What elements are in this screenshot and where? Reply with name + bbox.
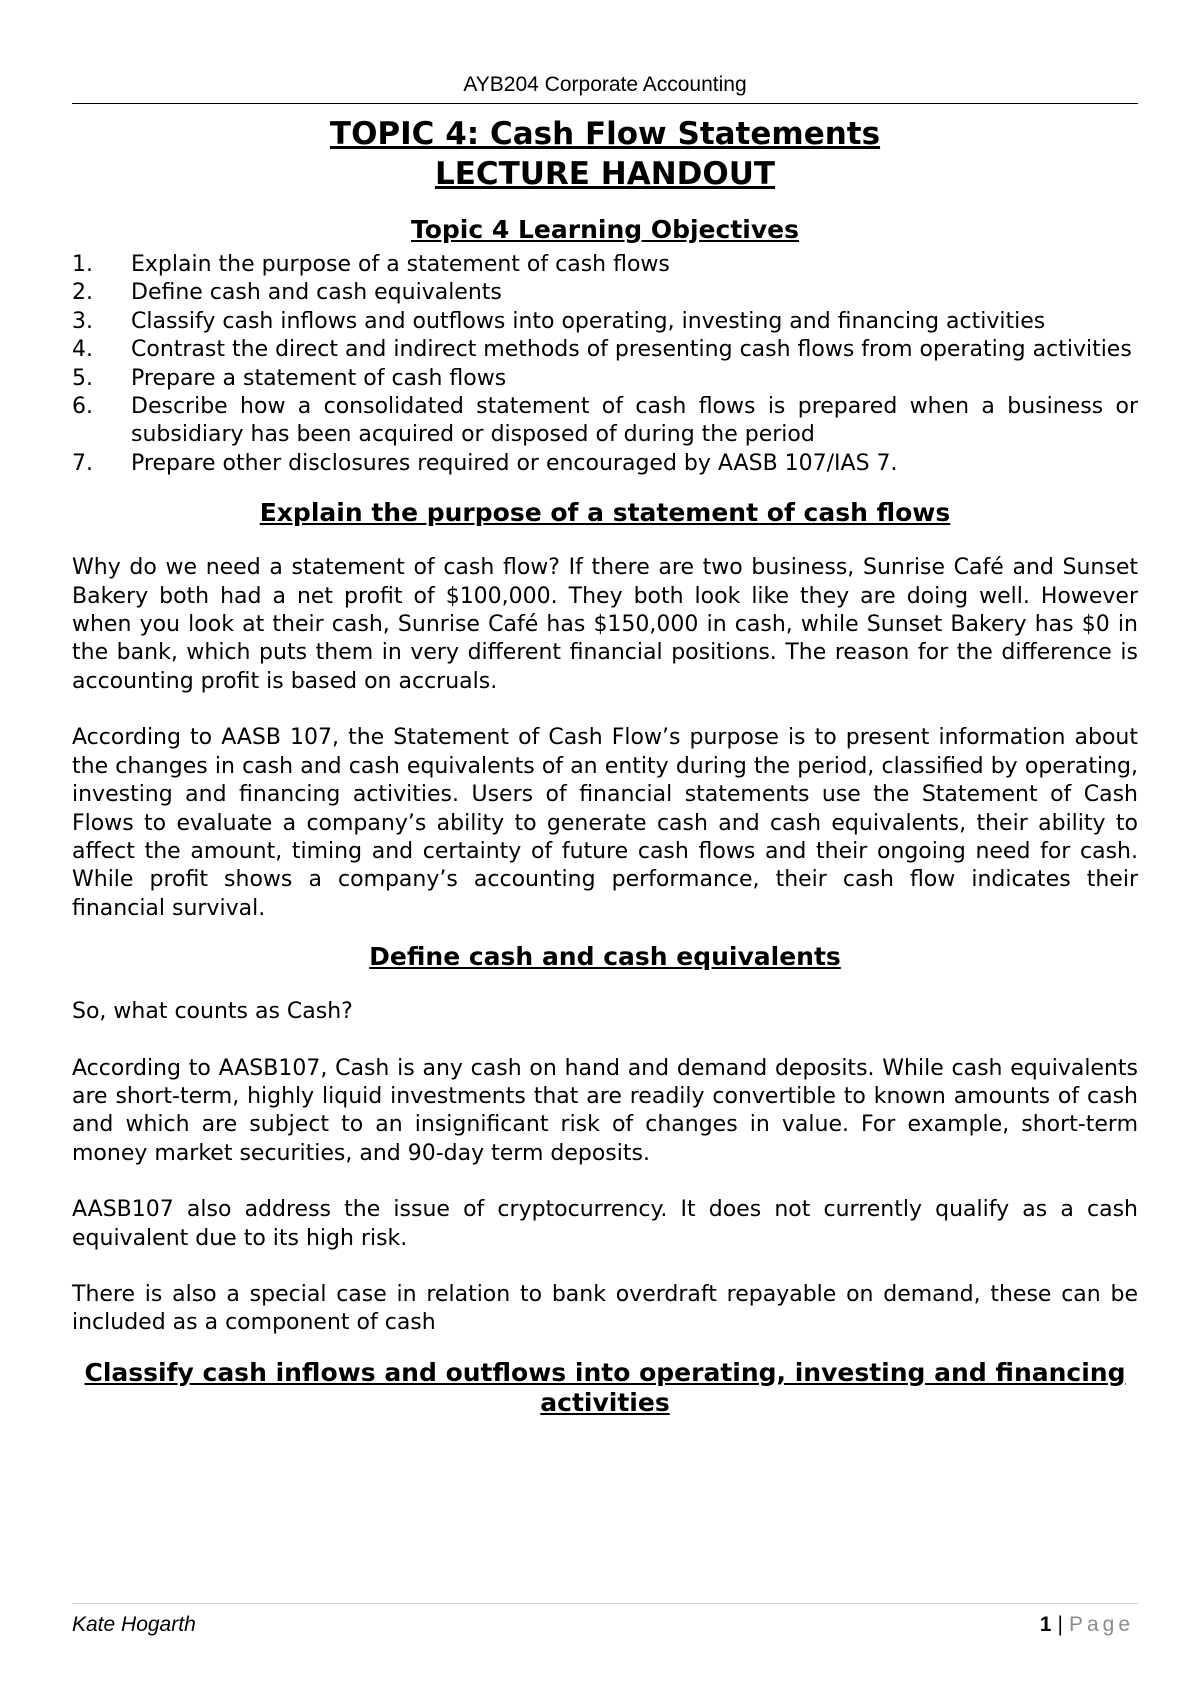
list-item-number: 5.	[72, 365, 93, 391]
objectives-heading: Topic 4 Learning Objectives	[411, 215, 799, 244]
purpose-heading: Explain the purpose of a statement of cash flows	[259, 498, 951, 528]
list-item-text: Classify cash inflows and outflows into operating, investing and financing activities	[131, 308, 1046, 334]
list-item-text: Prepare other disclosures required or encouraged by AASB 107/IAS 7.	[131, 450, 898, 476]
list-item-number: 3.	[72, 308, 93, 334]
list-item	[72, 393, 1138, 450]
list-item-text: Contrast the direct and indirect methods of presenting cash flows from operating activities	[131, 337, 1132, 363]
footer-page-indicator	[1040, 1612, 1134, 1638]
list-item-number: 2.	[72, 280, 93, 306]
list-item	[72, 279, 1138, 307]
list-item-number: 6.	[72, 394, 93, 420]
define-paragraph-3: AASB107 also address the issue of cryptocurrency. It does not currently qualify as a cash equivalent due to its high risk.	[72, 1197, 1138, 1251]
list-item-text: Explain the purpose of a statement of cash flows	[131, 252, 670, 277]
footer-divider	[72, 1603, 1138, 1604]
list-item-text: Prepare a statement of cash flows	[131, 365, 507, 391]
list-item-text: Describe how a consolidated statement of cash flows is prepared when a business or subsidiary has been acquired or disposed of during the period	[131, 394, 1138, 448]
page-label: Page	[1068, 1613, 1134, 1636]
define-paragraph-2: According to AASB107, Cash is any cash on hand and demand deposits. While cash equivalents are short-term, highly liquid investments that are readily convertible to known amounts of cash and which are subject to an insignificant risk of changes in value. For example, short-term money market securities, and 90-day term deposits.	[72, 1055, 1138, 1166]
purpose-paragraph-1: Why do we need a statement of cash flow? If there are two business, Sunrise Café and Sunset Bakery both had a net profit of $100,000. They both look like they are doing well. However when you look at their cash, Sunrise Café has $150,000 in cash, while Sunset Bakery has $0 in the bank, which puts them in very different financial positions. The reason for the difference is accounting profit is based on accruals.	[72, 555, 1138, 694]
list-item	[72, 450, 1138, 478]
define-paragraph-4: There is also a special case in relation to bank overdraft repayable on demand, these can be included as a component of cash	[72, 1281, 1138, 1336]
classify-heading: Classify cash inflows and outflows into operating, investing and financing activities	[84, 1357, 1126, 1417]
list-item	[72, 336, 1138, 364]
list-item	[72, 308, 1138, 336]
list-item-number: 1.	[72, 252, 93, 277]
list-item-number: 4.	[72, 337, 93, 363]
header-divider	[72, 103, 1138, 104]
page-content	[72, 114, 1138, 1418]
list-item-number: 7.	[72, 450, 93, 476]
define-paragraph-1: So, what counts as Cash?	[72, 999, 353, 1025]
purpose-paragraph-2: According to AASB 107, the Statement of Cash Flow’s purpose is to present information about the changes in cash and cash equivalents of an entity during the period, classified by operating, investing and financing activities. Users of financial statements use the Statement of Cash Flows to evaluate a company’s ability to generate cash and cash equivalents, their ability to affect the amount, timing and certainty of future cash flows and their ongoing need for cash. While profit shows a company’s accounting performance, their cash flow indicates their financial survival.	[72, 725, 1138, 921]
objectives-list	[72, 251, 1138, 478]
document-page	[72, 0, 1138, 1696]
footer-author: Kate Hogarth	[72, 1613, 196, 1636]
running-header: AYB204 Corporate Accounting	[463, 73, 747, 96]
handout-title: LECTURE HANDOUT	[434, 156, 776, 192]
list-item	[72, 251, 1138, 279]
page-number: 1	[1039, 1613, 1052, 1636]
list-item	[72, 365, 1138, 393]
page-separator: |	[1057, 1613, 1063, 1636]
define-heading: Define cash and cash equivalents	[369, 942, 841, 972]
topic-title: TOPIC 4: Cash Flow Statements	[329, 116, 881, 152]
list-item-text: Define cash and cash equivalents	[131, 280, 502, 306]
